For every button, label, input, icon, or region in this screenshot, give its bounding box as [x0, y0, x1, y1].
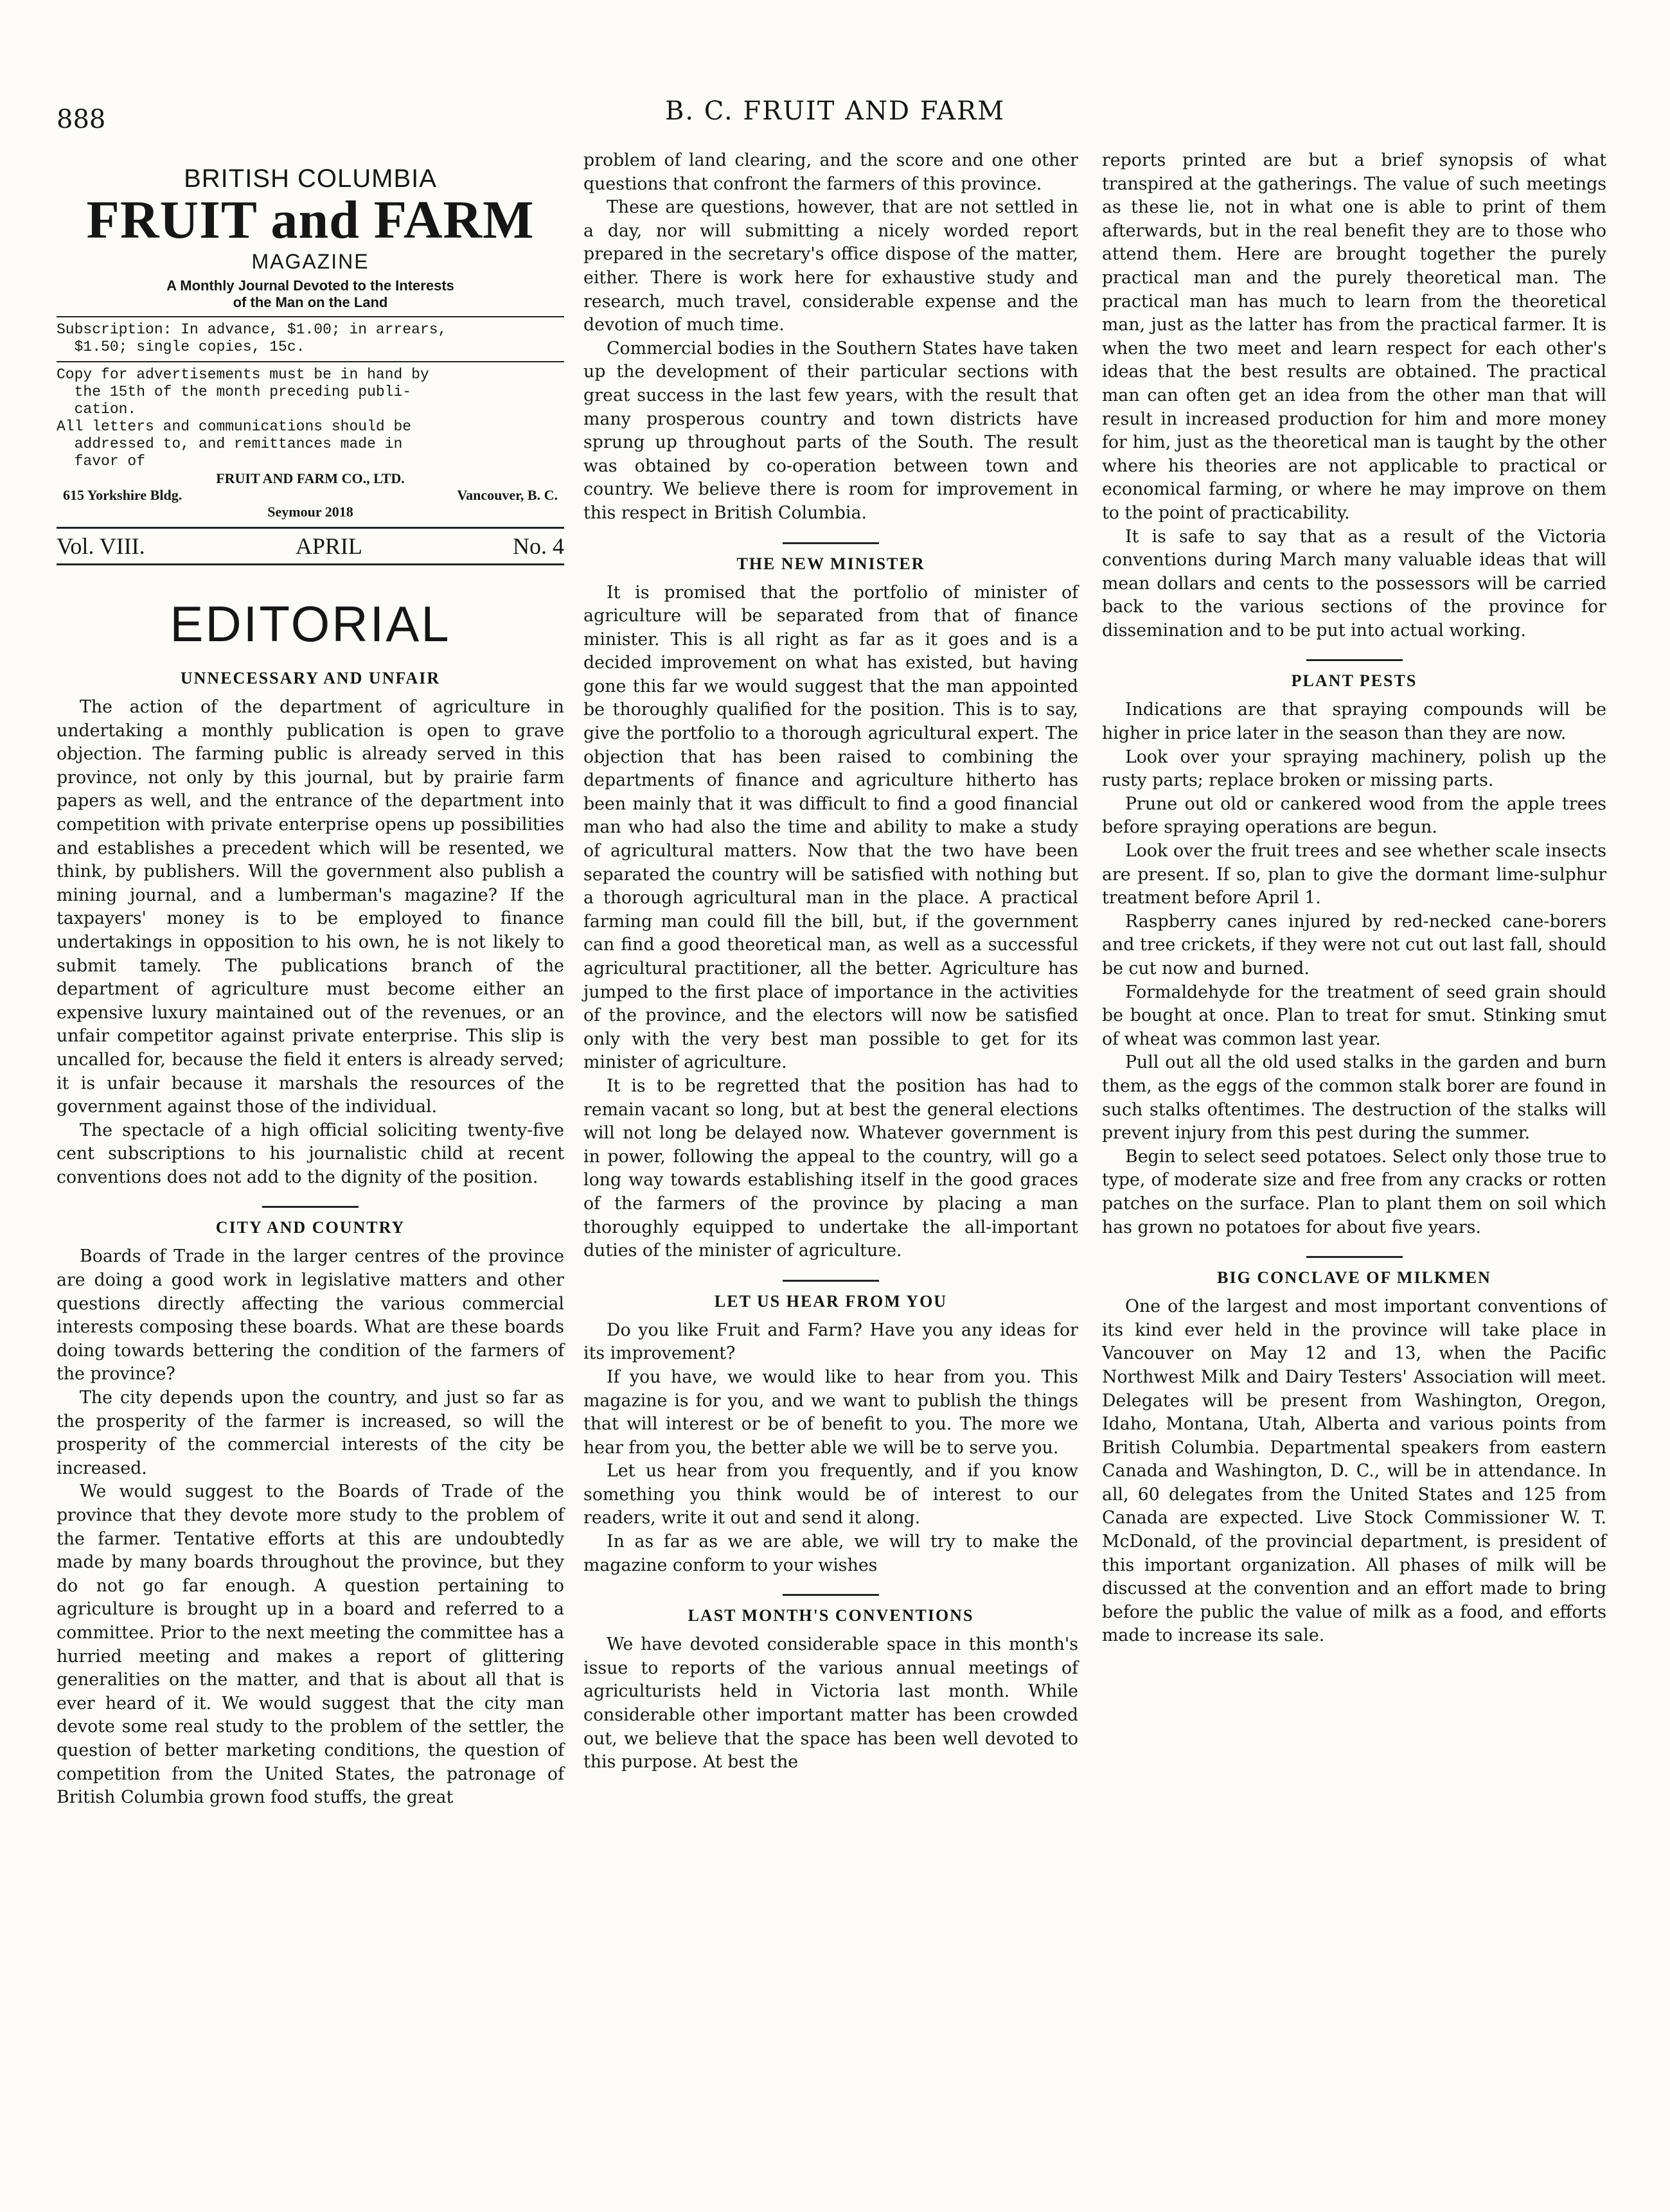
editorial-heading: EDITORIAL [170, 596, 451, 652]
heading-last-months-conventions: LAST MONTH'S CONVENTIONS [688, 1606, 974, 1625]
section-divider [783, 542, 879, 544]
column-3 [1102, 149, 1606, 1648]
column-2 [583, 149, 1078, 1774]
masthead [57, 164, 564, 311]
copy-line3: cation. [57, 401, 137, 418]
section-divider [1306, 659, 1403, 661]
paragraph: It is promised that the portfolio of minister of agriculture will be separated from that of finance minister. This is all right as far as it goes and is a decided improvement on what has existed, but having gone this far we would suggest that the man appointed be thoroughly qualified for the position. This is to say, give the portfolio to a thorough agricultural expert. The objection that has been raised to combining the departments of finance and agriculture hitherto has been mainly that it was difficult to find a good financial man who had also the time and ability to make a study of agricultural matters. Now that the two have been separated the country will be satisfied with nothing but a thorough agricultural man in the place. A practical farming man could fill the bill, but, if the government can find a good theoretical man, as well as a successful agricultural practitioner, all the better. Agriculture has jumped to the first place of importance in the activities of the province, and the electors will now be satisfied only with the very best man possible to get for its minister of agriculture. [583, 582, 1078, 1073]
paragraph: Let us hear from you frequently, and if you know something you think would be of interest to our readers, write it out and send it along. [583, 1461, 1078, 1528]
letters-line1: All letters and communications should be [57, 418, 412, 435]
tagline-line2: of the Man on the Land [233, 294, 388, 310]
masthead-title: FRUIT and FARM [86, 190, 535, 250]
issue-row [57, 527, 564, 565]
paragraph: Look over your spraying machinery, polish up the rusty parts; replace broken or missing parts. [1102, 747, 1606, 791]
paragraph: The city depends upon the country, and just so far as the prosperity of the farmer is increased, so will the prosperity of the commercial interests of the city be increased. [57, 1388, 564, 1478]
subscription-line1: Subscription: In advance, $1.00; in arrears, [57, 321, 447, 338]
letters-line2: addressed to, and remittances made in [57, 436, 403, 452]
paragraph: Commercial bodies in the Southern States have taken up the development of their particular sections with great success in the last few years, with the result that many prosperous country and town districts have sprung up throughout parts of the South. The result was obtained by co-operation between town and country. We believe there is room for improvement in this respect in British Columbia. [583, 338, 1078, 523]
heading-the-new-minister: THE NEW MINISTER [736, 554, 925, 573]
paragraph: Indications are that spraying compounds will be higher in price later in the season than they are now. [1102, 700, 1606, 744]
paragraph: Pull out all the old used stalks in the garden and burn them, as the eggs of the common stalk borer are found in such stalks oftentimes. The destruction of the stalks will prevent injury from this pest during the summer. [1102, 1052, 1606, 1144]
paragraph: Begin to select seed potatoes. Select only those true to type, of moderate size and free from any cracks or rotten patches on the surface. Plan to plant them on soil which has grown no potatoes for about five years. [1102, 1146, 1606, 1237]
section-divider [1306, 1256, 1403, 1258]
paragraph: These are questions, however, that are not settled in a day, nor will submitting a nicely worded report prepared in the secretary's office dispose of the matter, either. There is work here for exhaustive study and research, much travel, considerable expense and the devotion of much time. [583, 197, 1078, 335]
masthead-tagline [57, 278, 564, 311]
paragraph: Raspberry canes injured by red-necked cane-borers and tree crickets, if they were not cut out last fall, should be cut now and burned. [1102, 911, 1606, 978]
paragraph: The spectacle of a high official soliciting twenty-five cent subscriptions to his journalistic child at recent conventions does not add to the dignity of the position. [57, 1120, 564, 1187]
paragraph: It is to be regretted that the position has had to remain vacant so long, but at best the general elections will not long be delayed now. Whatever government is in power, following the appeal to the country, will go a long way towards establishing itself in the good graces of the farmers of the province by placing a man thoroughly equipped to undertake the all-important duties of the minister of agriculture. [583, 1075, 1078, 1261]
issue-month: APRIL [295, 533, 362, 559]
column-1 [57, 149, 564, 1810]
tagline-line1: A Monthly Journal Devoted to the Interests [166, 278, 454, 294]
heading-plant-pests: PLANT PESTS [1291, 671, 1417, 691]
paragraph: The action of the department of agriculture in undertaking a monthly publication is open to grave objection. The farming public is already served in this province, not only by this journal, but by prairie farm papers as well, and the entrance of the department into competition with private enterprise opens up possibilities and establishes a precedent which will be resented, we think, by publishers. Will the government also publish a mining journal, and a lumberman's magazine? If the taxpayers' money is to be employed to finance undertakings in opposition to his own, he is not likely to submit tamely. The publications branch of the department of agriculture must become either an expensive luxury maintained out of the revenues, or an unfair competitor against private enterprise. This slip is uncalled for, because the field it enters is already served; it is unfair because it marshals the resources of the government against those of the individual. [57, 697, 564, 1117]
paragraph: Boards of Trade in the larger centres of the province are doing a good work in legislative matters and other questions directly affecting the various commercial interests composing these boards. What are these boards doing towards bettering the condition of the farmers of the province? [57, 1246, 564, 1385]
city: Vancouver, B. C. [457, 487, 558, 503]
street-address: 615 Yorkshire Bldg. [63, 487, 182, 503]
paragraph: problem of land clearing, and the score and one other questions that confront the farmers of this province. [583, 150, 1078, 194]
paragraph: It is safe to say that as a result of the Victoria conventions during March many valuable ideas that will mean dollars and cents to the possessors will be carried back to the various sections of the province for dissemination and to be put into actual working. [1102, 526, 1606, 641]
paragraph: If you have, we would like to hear from you. This magazine is for you, and we want to publish the things that will interest or be of benefit to you. The more we hear from you, the better able we will be to serve you. [583, 1367, 1078, 1458]
issue-number: No. 4 [513, 533, 564, 559]
company-name: FRUIT AND FARM CO., LTD. [216, 470, 405, 486]
letters-line3: favor of [57, 453, 146, 470]
heading-let-us-hear-from-you: LET US HEAR FROM YOU [714, 1291, 948, 1311]
paragraph: reports printed are but a brief synopsis of what transpired at the gatherings. The value of such meetings as these lie, not in what one is able to print of them afterwards, but in the real benefit they are to those who attend them. Here are brought together the purely practical man and the purely theoretical man. The practical man has much to learn from the theoretical man, just as the latter has from the practical farmer. It is when the two meet and learn respect for each other's ideas that the best results are obtained. The practical man can often get an idea from the other man that will result in increased production for him and more money for him, just as the theoretical man is taught by the other where his theories are not applicable to practical or economical farming, or where he may improve on them to the point of practicability. [1102, 150, 1606, 523]
copy-line2: the 15th of the month preceding publi- [57, 384, 412, 400]
paragraph: In as far as we are able, we will try to make the magazine conform to your wishes [583, 1532, 1078, 1575]
section-divider [262, 1206, 359, 1208]
copy-info [57, 361, 564, 470]
paragraph: One of the largest and most important conventions of its kind ever held in the province will take place in Vancouver on May 12 and 13, when the Pacific Northwest Milk and Dairy Testers' Association will meet. Delegates will be present from Washington, Oregon, Idaho, Montana, Utah, Alberta and various points from British Columbia. Departmental speakers from eastern Canada and Washington, D. C., will be in attendance. In all, 60 delegates from the United States and 125 from Canada are expected. Live Stock Commissioner W. T. McDonald, of the provincial department, is president of this important organization. All phases of milk will be discussed at the convention and an effort made to bring before the public the value of milk as a food, and efforts made to increase its sale. [1102, 1296, 1606, 1646]
subscription-line2: $1.50; single copies, 15c. [57, 339, 305, 355]
heading-big-conclave-of-milkmen: BIG CONCLAVE OF MILKMEN [1217, 1268, 1491, 1287]
heading-unnecessary-and-unfair: UNNECESSARY AND UNFAIR [180, 669, 441, 687]
address-row [57, 487, 564, 504]
phone: Seymour 2018 [267, 504, 353, 520]
section-divider [783, 1280, 879, 1282]
publisher-address [57, 470, 564, 520]
paragraph: We have devoted considerable space in this month's issue to reports of the various annual meetings of agriculturists held in Victoria last month. While considerable other important matter has been crowded out, we believe that the space has been well devoted to this purpose. At best the [583, 1634, 1078, 1773]
section-divider [783, 1594, 879, 1596]
running-header: B. C. FRUIT AND FARM [664, 96, 1006, 126]
masthead-line1: BRITISH COLUMBIA [184, 164, 437, 193]
paragraph: Formaldehyde for the treatment of seed grain should be bought at once. Plan to treat for smut. Stinking smut of wheat was common last year. [1102, 982, 1606, 1049]
heading-city-and-country: CITY AND COUNTRY [215, 1218, 405, 1237]
paragraph: Look over the fruit trees and see whether scale insects are present. If so, plan to give the dormant lime-sulphur treatment before April 1. [1102, 841, 1606, 908]
page-number: 888 [57, 105, 106, 134]
masthead-line2: MAGAZINE [251, 250, 369, 273]
subscription-info [57, 316, 564, 470]
volume: Vol. VIII. [57, 533, 145, 559]
paragraph: Prune out old or cankered wood from the apple trees before spraying operations are begun. [1102, 793, 1606, 838]
paragraph: We would suggest to the Boards of Trade of the province that they devote more study to the problem of the farmer. Tentative efforts at this are undoubtedly made by many boards throughout the province, but they do not go far enough. A question pertaining to agriculture is brought up in a board and referred to a committee. Prior to the next meeting the committee has a hurried meeting and makes a report of glittering generalities on the matter, and that is about all that is ever heard of it. We would suggest that the city man devote some real study to the problem of the settler, the question of better marketing conditions, the question of competition from the United States, the patronage of British Columbia grown food stuffs, the great [57, 1482, 564, 1808]
copy-line1: Copy for advertisements must be in hand by [57, 366, 429, 383]
paragraph: Do you like Fruit and Farm? Have you any ideas for its improvement? [583, 1320, 1078, 1364]
